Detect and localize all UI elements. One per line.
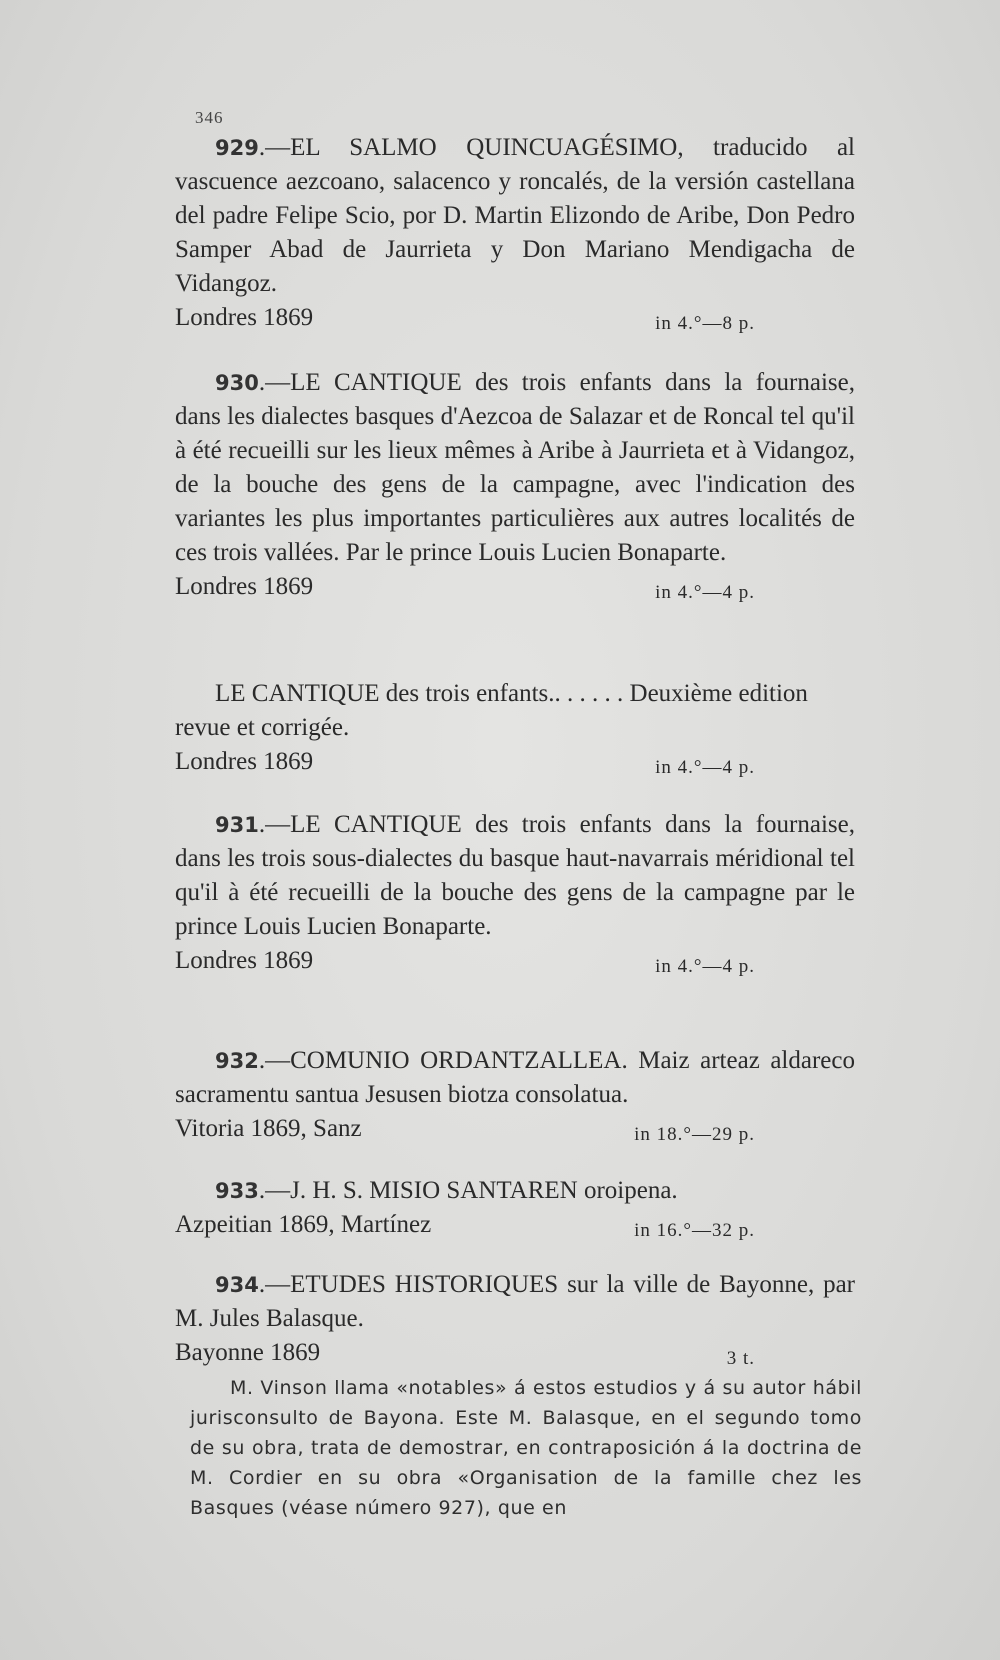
entry-text: .—COMUNIO ORDANTZALLEA. Maiz arteaz aldareco sacramentu santua Jesusen biotza consolatua. xyxy=(175,1047,855,1108)
entry-imprint: Londres 1869 xyxy=(175,304,314,331)
entry-text: .—EL SALMO QUINCUAGÉSIMO, traducido al vascuence aezcoano, salacenco y roncalés, de la versión castellana del padre Felipe Scio, por D. Martin Elizondo de Aribe, Don Pedro Samper Abad de Jaurrieta y Don Mariano Mendigacha de Vidangoz. xyxy=(175,134,855,297)
entry-text: .—LE CANTIQUE des trois enfants dans la fournaise, dans les trois sous-dialectes du basque haut-navarrais méridional tel qu'il à été recueilli de la bouche des gens de la campagne par le prince Louis Lucien Bonaparte. xyxy=(175,811,855,940)
entry-text: LE CANTIQUE des trois enfants.. . . . . . Deuxième edition revue et corrigée. xyxy=(175,680,808,741)
entry-imprint: Londres 1869 xyxy=(175,947,314,974)
entry-934-note: M. Vinson llama «notables» á estos estudios y á su autor hábil jurisconsulto de Bayona. Este M. Balasque, en el segundo tomo de su obra, trata de demostrar, en contraposición á la doctrina de M. Cordier en su obra «Organisation de la famille chez les Basques (véase número 927), que en xyxy=(190,1377,862,1519)
entry-format: in 4.°—4 p. xyxy=(655,582,755,603)
entry-imprint: Azpeitian 1869, Martínez xyxy=(175,1211,432,1238)
entry-format: 3 t. xyxy=(726,1348,755,1369)
entry-932 xyxy=(175,1044,855,1146)
entry-format: in 4.°—4 p. xyxy=(655,757,755,778)
entry-930-second-edition xyxy=(175,677,855,779)
entry-format: in 4.°—4 p. xyxy=(655,956,755,977)
entry-number: 930 xyxy=(215,371,259,395)
entry-text: .—ETUDES HISTORIQUES sur la ville de Bayonne, par M. Jules Balasque. xyxy=(175,1271,855,1332)
entry-number: 931 xyxy=(215,813,259,837)
entry-imprint: Londres 1869 xyxy=(175,748,314,775)
entry-imprint: Londres 1869 xyxy=(175,573,314,600)
entry-931 xyxy=(175,808,855,978)
entry-format: in 18.°—29 p. xyxy=(634,1124,755,1145)
entry-930 xyxy=(175,366,855,604)
entry-text: .—J. H. S. MISIO SANTAREN oroipena. xyxy=(258,1177,678,1204)
entry-format: in 16.°—32 p. xyxy=(634,1220,755,1241)
entry-imprint: Bayonne 1869 xyxy=(175,1339,321,1366)
entry-934 xyxy=(175,1268,855,1370)
entry-number: 932 xyxy=(215,1049,259,1073)
entry-number: 934 xyxy=(215,1273,259,1297)
page-number: 346 xyxy=(195,108,224,127)
entry-929 xyxy=(175,131,855,335)
entry-imprint: Vitoria 1869, Sanz xyxy=(175,1115,362,1142)
entry-number: 933 xyxy=(215,1179,259,1203)
entry-933 xyxy=(175,1174,855,1242)
entry-format: in 4.°—8 p. xyxy=(655,313,755,334)
entry-number: 929 xyxy=(215,136,259,160)
entry-text: .—LE CANTIQUE des trois enfants dans la fournaise, dans les dialectes basques d'Aezcoa de Salazar et de Roncal tel qu'il à été recueilli sur les lieux mêmes à Aribe à Jaurrieta et à Vidangoz, de la bouche des gens de la campagne, avec l'indication des variantes les plus importantes particulières aux autres localités de ces trois vallées. Par le prince Louis Lucien Bonaparte. xyxy=(175,369,855,566)
